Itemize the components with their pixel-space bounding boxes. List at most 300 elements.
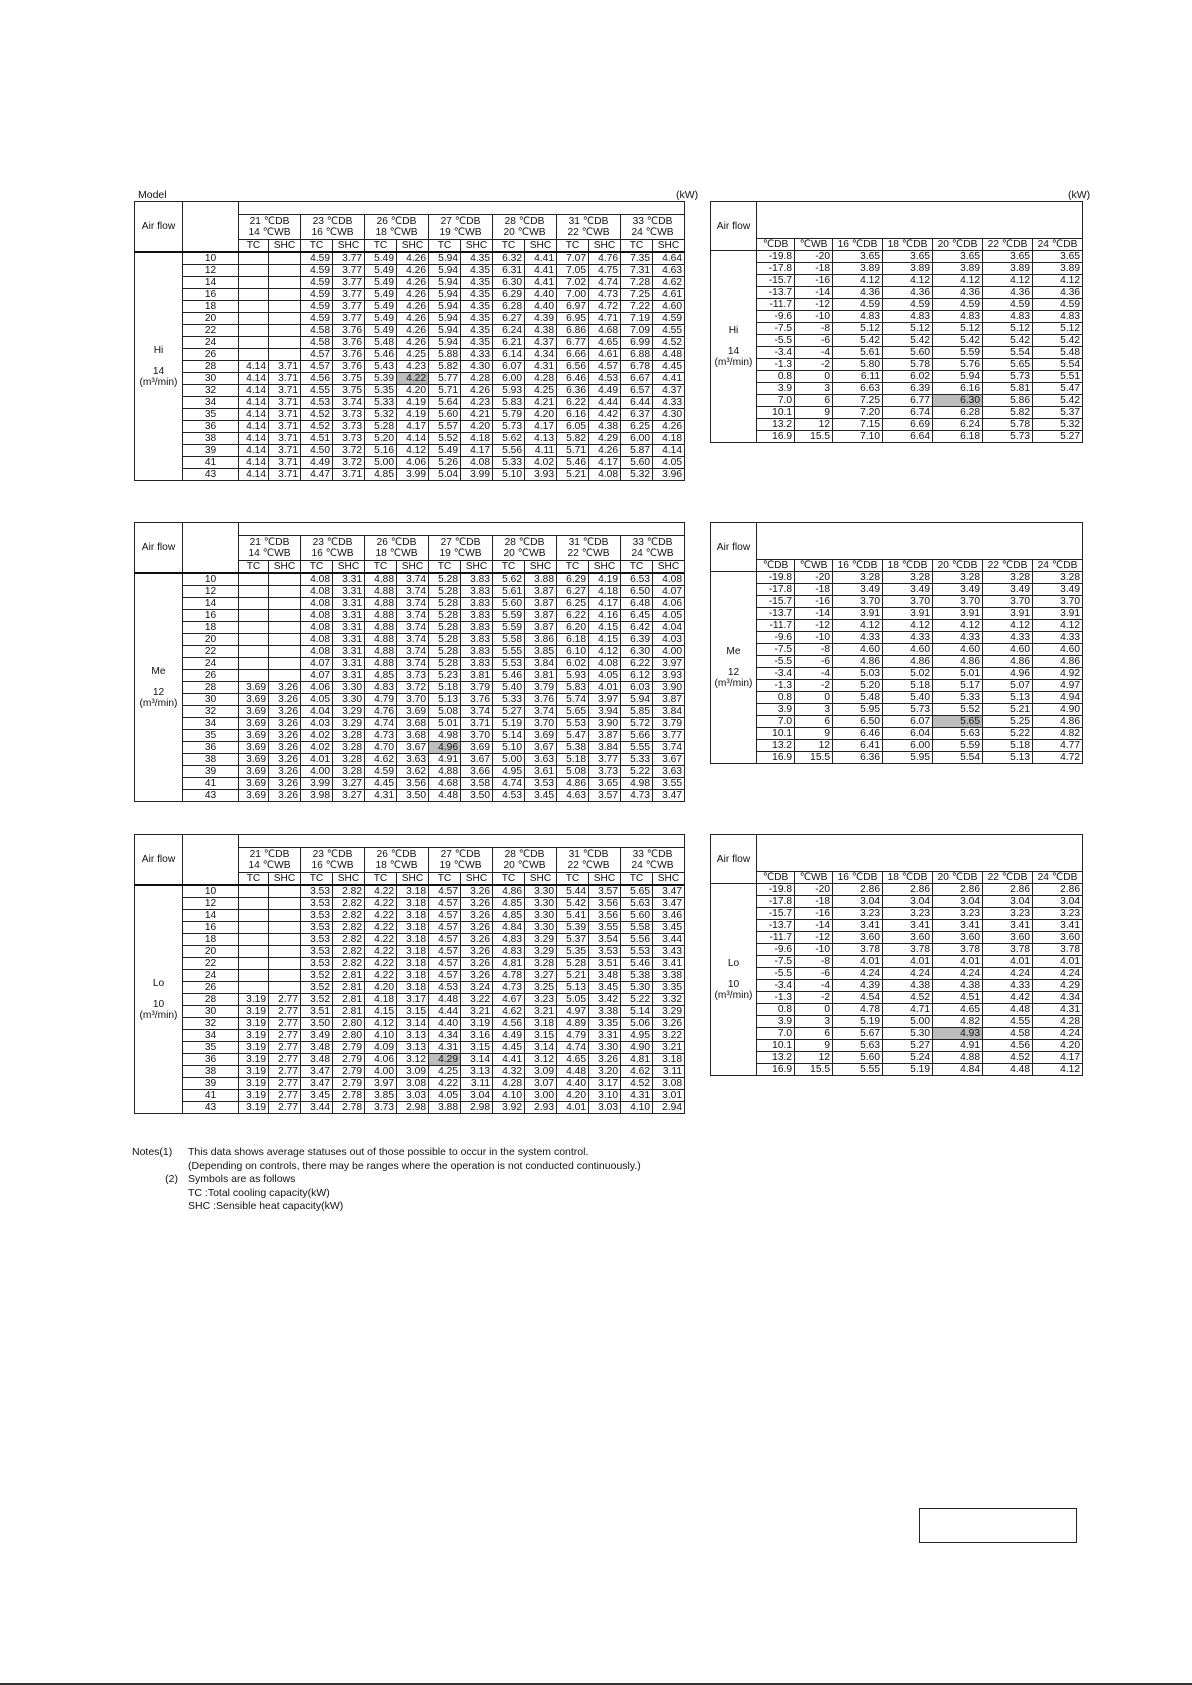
capacity-cell: 4.79 xyxy=(557,1030,589,1042)
capacity-cell: 3.31 xyxy=(333,598,365,610)
table-row xyxy=(711,884,1083,896)
indoor-temp-cell: 30 xyxy=(183,694,239,706)
capacity-cell: 3.17 xyxy=(589,1078,621,1090)
tc-label: TC xyxy=(557,561,589,574)
capacity-cell: 4.03 xyxy=(301,718,333,730)
capacity-cell: 3.49 xyxy=(833,584,883,596)
capacity-cell: 3.81 xyxy=(525,670,557,682)
outdoor-temp-cell: -20 xyxy=(795,572,833,584)
capacity-cell: 6.39 xyxy=(621,634,653,646)
capacity-cell: 3.22 xyxy=(461,994,493,1006)
capacity-cell: 4.41 xyxy=(653,373,685,385)
capacity-cell: 4.02 xyxy=(301,730,333,742)
capacity-cell: 3.23 xyxy=(933,908,983,920)
capacity-cell: 3.74 xyxy=(525,706,557,718)
capacity-cell: 3.52 xyxy=(301,994,333,1006)
capacity-cell: 3.49 xyxy=(301,1030,333,1042)
capacity-cell: 4.83 xyxy=(365,682,397,694)
capacity-cell: 6.29 xyxy=(493,289,525,301)
capacity-cell: 4.33 xyxy=(1033,632,1083,644)
capacity-cell: 3.26 xyxy=(461,934,493,946)
capacity-cell: 3.19 xyxy=(239,994,269,1006)
note-1b xyxy=(132,1160,641,1174)
outdoor-temp-cell: -12 xyxy=(795,299,833,311)
capacity-cell: 3.14 xyxy=(461,1054,493,1066)
capacity-cell xyxy=(269,658,301,670)
capacity-cell: 3.29 xyxy=(525,934,557,946)
outdoor-temp-cell: 3.9 xyxy=(757,704,795,716)
indoor-temp-cell: 16 xyxy=(183,610,239,622)
capacity-cell: 3.26 xyxy=(269,730,301,742)
capacity-cell: 5.16 xyxy=(365,445,397,457)
capacity-cell: 5.42 xyxy=(933,335,983,347)
condition-header xyxy=(429,848,493,873)
capacity-cell: 3.96 xyxy=(653,469,685,481)
db-label: 23 ℃DB xyxy=(312,216,353,227)
flow-value: 14 xyxy=(727,346,740,357)
capacity-cell: 3.77 xyxy=(333,313,365,325)
capacity-cell: 4.20 xyxy=(1033,1040,1083,1052)
capacity-cell: 3.04 xyxy=(983,896,1033,908)
capacity-cell: 3.74 xyxy=(333,397,365,409)
capacity-cell: 2.77 xyxy=(269,1102,301,1114)
outdoor-temp-cell: -12 xyxy=(795,620,833,632)
capacity-cell: 3.58 xyxy=(461,778,493,790)
capacity-cell: 5.88 xyxy=(429,349,461,361)
outdoor-temp-cell: 15.5 xyxy=(795,431,833,443)
capacity-cell: 3.26 xyxy=(653,1018,685,1030)
capacity-cell: 4.12 xyxy=(365,1018,397,1030)
capacity-cell: 4.35 xyxy=(461,301,493,313)
capacity-cell: 5.62 xyxy=(493,573,525,586)
capacity-cell: 4.54 xyxy=(833,992,883,1004)
table-row xyxy=(135,718,685,730)
capacity-cell: 4.37 xyxy=(525,337,557,349)
unit-label-left: (kW) xyxy=(676,189,699,201)
indoor-temp-cell: 10 xyxy=(183,252,239,265)
capacity-cell: 5.27 xyxy=(493,706,525,718)
capacity-cell: 3.10 xyxy=(589,1090,621,1102)
capacity-cell: 3.19 xyxy=(239,1030,269,1042)
capacity-cell: 4.60 xyxy=(1033,644,1083,656)
capacity-cell: 3.70 xyxy=(983,596,1033,608)
capacity-cell: 5.13 xyxy=(983,692,1033,704)
db-label: 27 ℃DB xyxy=(440,849,481,860)
outdoor-temp-cell: -20 xyxy=(795,251,833,263)
indoor-temp-cell: 34 xyxy=(183,1030,239,1042)
capacity-cell: 5.37 xyxy=(557,934,589,946)
capacity-cell: 3.67 xyxy=(653,754,685,766)
capacity-cell: 3.74 xyxy=(397,610,429,622)
page-number-box xyxy=(919,1508,1077,1543)
capacity-cell: 5.62 xyxy=(493,433,525,445)
capacity-cell: 5.53 xyxy=(493,658,525,670)
capacity-cell: 3.18 xyxy=(397,970,429,982)
capacity-cell: 5.28 xyxy=(429,622,461,634)
capacity-cell: 6.25 xyxy=(557,598,589,610)
capacity-cell: 5.00 xyxy=(883,1016,933,1028)
table-row xyxy=(711,620,1083,632)
capacity-cell: 2.86 xyxy=(1033,884,1083,896)
capacity-cell: 5.00 xyxy=(365,457,397,469)
wb-label: 19 ℃WB xyxy=(439,227,482,238)
capacity-cell: 5.28 xyxy=(429,634,461,646)
outdoor-temp-cell: 3 xyxy=(795,1016,833,1028)
outdoor-temp-cell: -14 xyxy=(795,920,833,932)
table-row xyxy=(711,419,1083,431)
shc-label: SHC xyxy=(653,873,685,886)
capacity-cell: 5.25 xyxy=(983,716,1033,728)
heating-table-lo xyxy=(710,834,1083,1076)
capacity-cell: 5.12 xyxy=(1033,323,1083,335)
capacity-cell: 4.33 xyxy=(883,632,933,644)
capacity-cell: 3.23 xyxy=(883,908,933,920)
capacity-cell: 3.20 xyxy=(589,1066,621,1078)
capacity-cell: 5.12 xyxy=(933,323,983,335)
capacity-cell: 4.62 xyxy=(365,754,397,766)
capacity-cell: 6.36 xyxy=(557,385,589,397)
capacity-cell: 2.79 xyxy=(333,1054,365,1066)
table-row xyxy=(711,311,1083,323)
capacity-cell: 3.77 xyxy=(589,754,621,766)
capacity-cell: 4.59 xyxy=(301,313,333,325)
capacity-cell: 6.18 xyxy=(933,431,983,443)
heating-column-header: 24 ℃DB xyxy=(1033,239,1083,251)
capacity-cell: 4.52 xyxy=(983,1052,1033,1064)
capacity-cell: 3.18 xyxy=(397,958,429,970)
capacity-cell: 4.34 xyxy=(525,349,557,361)
heating-column-header: 20 ℃DB xyxy=(933,239,983,251)
capacity-cell: 3.32 xyxy=(653,994,685,1006)
capacity-cell: 4.25 xyxy=(397,349,429,361)
capacity-cell: 6.37 xyxy=(621,409,653,421)
capacity-cell: 5.33 xyxy=(365,397,397,409)
capacity-cell: 4.16 xyxy=(589,610,621,622)
capacity-cell: 4.35 xyxy=(461,289,493,301)
capacity-cell: 4.60 xyxy=(933,644,983,656)
capacity-cell: 7.20 xyxy=(833,407,883,419)
capacity-cell: 3.13 xyxy=(397,1042,429,1054)
capacity-cell: 2.82 xyxy=(333,958,365,970)
table-row xyxy=(135,610,685,622)
db-label: 33 ℃DB xyxy=(632,216,673,227)
capacity-cell: 3.35 xyxy=(653,982,685,994)
capacity-cell: 4.31 xyxy=(621,1090,653,1102)
capacity-cell: 4.12 xyxy=(883,620,933,632)
db-label: 21 ℃DB xyxy=(249,849,290,860)
capacity-cell: 7.00 xyxy=(557,289,589,301)
capacity-cell: 4.52 xyxy=(301,409,333,421)
capacity-cell: 3.89 xyxy=(933,263,983,275)
table-row xyxy=(135,409,685,421)
capacity-cell: 3.78 xyxy=(833,944,883,956)
capacity-cell: 5.02 xyxy=(883,668,933,680)
shc-label: SHC xyxy=(461,240,493,253)
capacity-cell: 4.05 xyxy=(301,694,333,706)
condition-header xyxy=(365,215,429,240)
capacity-cell: 3.78 xyxy=(883,944,933,956)
capacity-cell: 5.94 xyxy=(429,325,461,337)
capacity-cell: 4.57 xyxy=(301,349,333,361)
note-1-text: This data shows average statuses out of those possible to occur in the system control. xyxy=(188,1146,589,1158)
heating-column-header: ℃WB xyxy=(795,239,833,251)
capacity-cell: 4.22 xyxy=(365,910,397,922)
capacity-cell: 3.38 xyxy=(653,970,685,982)
flow-value: 12 xyxy=(152,687,165,698)
capacity-cell: 6.02 xyxy=(557,658,589,670)
capacity-cell: 6.67 xyxy=(621,373,653,385)
capacity-cell: 3.14 xyxy=(397,1018,429,1030)
capacity-cell: 4.35 xyxy=(461,277,493,289)
capacity-cell: 3.44 xyxy=(653,934,685,946)
capacity-cell: 3.73 xyxy=(333,409,365,421)
capacity-cell: 4.88 xyxy=(933,1052,983,1064)
capacity-cell: 4.48 xyxy=(429,790,461,802)
capacity-cell: 4.29 xyxy=(429,1054,461,1066)
capacity-cell: 4.75 xyxy=(589,265,621,277)
capacity-cell: 2.86 xyxy=(933,884,983,896)
capacity-cell: 3.87 xyxy=(589,730,621,742)
capacity-cell: 4.08 xyxy=(301,622,333,634)
outdoor-temp-cell: -10 xyxy=(795,944,833,956)
capacity-cell: 4.61 xyxy=(589,349,621,361)
condition-header xyxy=(429,215,493,240)
capacity-cell: 4.49 xyxy=(493,1030,525,1042)
db-label: 21 ℃DB xyxy=(249,537,290,548)
capacity-cell: 3.65 xyxy=(589,778,621,790)
condition-header xyxy=(301,848,365,873)
capacity-cell: 2.77 xyxy=(269,1078,301,1090)
table-row xyxy=(711,251,1083,263)
capacity-cell: 7.15 xyxy=(833,419,883,431)
capacity-cell: 4.08 xyxy=(653,573,685,586)
heating-column-header: ℃WB xyxy=(795,560,833,572)
outdoor-temp-cell: 16.9 xyxy=(757,1064,795,1076)
capacity-cell: 6.16 xyxy=(933,383,983,395)
capacity-cell: 5.18 xyxy=(983,740,1033,752)
indoor-temp-cell: 14 xyxy=(183,598,239,610)
tc-label: TC xyxy=(365,561,397,574)
table-row xyxy=(135,457,685,469)
db-label: 31 ℃DB xyxy=(568,216,609,227)
capacity-cell: 4.36 xyxy=(933,287,983,299)
capacity-cell: 3.29 xyxy=(653,1006,685,1018)
capacity-cell: 6.31 xyxy=(493,265,525,277)
capacity-cell: 4.86 xyxy=(833,656,883,668)
capacity-cell: 5.60 xyxy=(621,457,653,469)
condition-header xyxy=(429,536,493,561)
capacity-cell: 5.73 xyxy=(983,431,1033,443)
capacity-cell: 4.57 xyxy=(429,946,461,958)
capacity-cell: 3.11 xyxy=(461,1078,493,1090)
capacity-cell: 4.83 xyxy=(833,311,883,323)
outdoor-temp-cell: -16 xyxy=(795,596,833,608)
indoor-temp-cell: 39 xyxy=(183,766,239,778)
heating-column-header: ℃DB xyxy=(757,872,795,884)
capacity-cell: 3.55 xyxy=(653,778,685,790)
capacity-cell: 3.26 xyxy=(461,958,493,970)
mode-label: Hi xyxy=(153,345,164,356)
capacity-cell: 2.77 xyxy=(269,1042,301,1054)
capacity-cell: 3.70 xyxy=(933,596,983,608)
capacity-cell: 4.51 xyxy=(933,992,983,1004)
wb-label: 14 ℃WB xyxy=(248,548,291,559)
capacity-cell: 4.29 xyxy=(1033,980,1083,992)
indoor-temp-cell: 24 xyxy=(183,658,239,670)
outdoor-temp-cell: -18 xyxy=(795,584,833,596)
capacity-cell: 6.50 xyxy=(621,586,653,598)
capacity-cell: 3.68 xyxy=(397,730,429,742)
capacity-cell: 4.20 xyxy=(525,409,557,421)
capacity-cell: 6.02 xyxy=(883,371,933,383)
capacity-cell: 3.53 xyxy=(589,946,621,958)
table-row xyxy=(135,658,685,670)
outdoor-temp-cell: 3 xyxy=(795,704,833,716)
capacity-cell: 4.42 xyxy=(589,409,621,421)
condition-header xyxy=(301,536,365,561)
capacity-cell: 4.70 xyxy=(365,742,397,754)
capacity-cell: 3.70 xyxy=(1033,596,1083,608)
capacity-cell: 5.59 xyxy=(493,610,525,622)
capacity-cell: 3.53 xyxy=(301,885,333,898)
outdoor-temp-cell: -7.5 xyxy=(757,956,795,968)
capacity-cell: 3.74 xyxy=(397,634,429,646)
capacity-cell: 4.05 xyxy=(653,457,685,469)
capacity-cell: 5.93 xyxy=(557,670,589,682)
capacity-cell: 4.59 xyxy=(301,289,333,301)
wb-label: 20 ℃WB xyxy=(503,860,546,871)
capacity-cell: 5.54 xyxy=(1033,359,1083,371)
capacity-cell: 6.77 xyxy=(883,395,933,407)
indoor-temp-cell: 20 xyxy=(183,634,239,646)
capacity-cell: 5.39 xyxy=(557,922,589,934)
capacity-cell: 4.15 xyxy=(365,1006,397,1018)
capacity-cell: 4.20 xyxy=(397,385,429,397)
flow-unit: (m³/min) xyxy=(714,357,753,368)
outdoor-temp-cell: -3.4 xyxy=(757,347,795,359)
airflow-header: Air flow xyxy=(135,835,183,886)
capacity-cell: 4.35 xyxy=(461,313,493,325)
indoor-temp-cell: 12 xyxy=(183,586,239,598)
capacity-cell: 5.94 xyxy=(933,371,983,383)
capacity-cell: 4.98 xyxy=(621,778,653,790)
capacity-cell: 3.93 xyxy=(525,469,557,481)
capacity-cell: 3.15 xyxy=(397,1006,429,1018)
db-label: 27 ℃DB xyxy=(440,537,481,548)
condition-header xyxy=(621,848,685,873)
capacity-cell: 5.49 xyxy=(365,265,397,277)
capacity-cell: 3.89 xyxy=(1033,263,1083,275)
capacity-cell: 5.47 xyxy=(557,730,589,742)
capacity-cell: 4.08 xyxy=(301,646,333,658)
capacity-cell: 4.18 xyxy=(589,586,621,598)
wb-label: 22 ℃WB xyxy=(567,227,610,238)
capacity-cell: 5.28 xyxy=(429,646,461,658)
capacity-cell: 3.45 xyxy=(525,790,557,802)
capacity-cell: 4.81 xyxy=(621,1054,653,1066)
capacity-cell: 4.12 xyxy=(1033,275,1083,287)
capacity-cell: 3.77 xyxy=(333,252,365,265)
capacity-cell xyxy=(239,325,269,337)
capacity-cell: 3.60 xyxy=(833,932,883,944)
capacity-cell: 5.83 xyxy=(557,682,589,694)
capacity-cell xyxy=(269,982,301,994)
capacity-cell: 6.41 xyxy=(833,740,883,752)
capacity-cell: 2.77 xyxy=(269,1090,301,1102)
condition-header xyxy=(239,536,301,561)
capacity-cell: 6.28 xyxy=(933,407,983,419)
table-row xyxy=(711,1040,1083,1052)
capacity-cell: 3.26 xyxy=(269,706,301,718)
capacity-cell: 4.86 xyxy=(933,656,983,668)
table-row xyxy=(135,622,685,634)
capacity-cell: 4.79 xyxy=(365,694,397,706)
capacity-cell: 5.82 xyxy=(429,361,461,373)
capacity-cell: 3.84 xyxy=(589,742,621,754)
outdoor-temp-cell: 7.0 xyxy=(757,1028,795,1040)
capacity-cell: 2.81 xyxy=(333,982,365,994)
condition-header xyxy=(239,215,301,240)
capacity-cell: 3.47 xyxy=(301,1078,333,1090)
capacity-cell: 3.30 xyxy=(525,910,557,922)
shc-label: SHC xyxy=(653,561,685,574)
outdoor-temp-cell: -1.3 xyxy=(757,359,795,371)
header-spacer xyxy=(239,523,685,536)
indoor-temp-cell: 43 xyxy=(183,790,239,802)
capacity-cell: 4.85 xyxy=(493,910,525,922)
capacity-cell: 4.44 xyxy=(429,1006,461,1018)
capacity-cell: 3.28 xyxy=(525,958,557,970)
capacity-cell: 4.38 xyxy=(525,325,557,337)
capacity-cell: 3.86 xyxy=(525,634,557,646)
capacity-cell: 3.87 xyxy=(525,622,557,634)
capacity-cell: 4.12 xyxy=(883,275,933,287)
table-row xyxy=(135,1006,685,1018)
capacity-cell: 3.50 xyxy=(461,790,493,802)
capacity-cell: 3.47 xyxy=(653,898,685,910)
capacity-cell: 7.25 xyxy=(833,395,883,407)
capacity-cell: 5.49 xyxy=(365,301,397,313)
capacity-cell: 4.45 xyxy=(365,778,397,790)
capacity-cell: 4.53 xyxy=(301,397,333,409)
capacity-cell: 3.56 xyxy=(589,910,621,922)
capacity-cell: 3.69 xyxy=(239,790,269,802)
tc-label: TC xyxy=(301,873,333,886)
heating-column-header: 24 ℃DB xyxy=(1033,872,1083,884)
table-row xyxy=(135,982,685,994)
wb-label: 24 ℃WB xyxy=(631,860,674,871)
indoor-temp-cell: 22 xyxy=(183,646,239,658)
capacity-cell: 4.55 xyxy=(653,325,685,337)
capacity-cell: 3.28 xyxy=(883,572,933,584)
capacity-cell: 4.14 xyxy=(239,409,269,421)
tc-label: TC xyxy=(301,561,333,574)
capacity-cell: 6.16 xyxy=(557,409,589,421)
capacity-cell: 5.21 xyxy=(557,469,589,481)
capacity-cell: 4.24 xyxy=(883,968,933,980)
capacity-cell: 2.82 xyxy=(333,910,365,922)
capacity-cell: 6.95 xyxy=(557,313,589,325)
heating-table-hi xyxy=(710,201,1083,443)
wb-label: 14 ℃WB xyxy=(248,227,291,238)
capacity-cell: 4.74 xyxy=(365,718,397,730)
capacity-cell: 3.99 xyxy=(461,469,493,481)
capacity-cell: 4.37 xyxy=(653,385,685,397)
header-spacer xyxy=(239,202,685,215)
outdoor-temp-cell: 6 xyxy=(795,395,833,407)
capacity-cell: 3.87 xyxy=(525,586,557,598)
indoor-temp-cell: 26 xyxy=(183,349,239,361)
